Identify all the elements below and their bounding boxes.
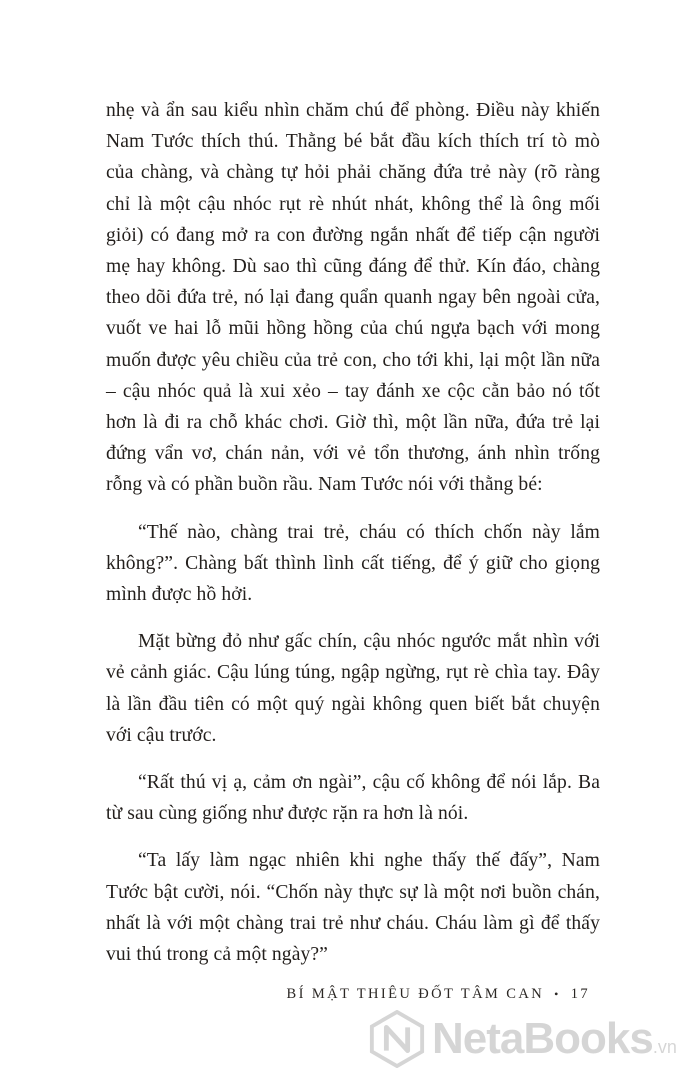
paragraph-baron-reply: “Ta lấy làm ngạc nhiên khi nghe thấy thế đấy”, Nam Tước bật cười, nói. “Chốn này thực sự là một nơi buồn chán, nhất là với một chàng trai trẻ như cháu. Cháu làm gì để thấy vui thú trong cả một ngày?” bbox=[106, 850, 600, 966]
paragraph-dialogue-question: “Thế nào, chàng trai trẻ, cháu có thích chốn này lắm không?”. Chàng bất thình lình cất tiếng, để ý giữ cho giọng mình được hồ hởi. bbox=[106, 521, 600, 606]
paragraph-boy-reply: “Rất thú vị ạ, cảm ơn ngài”, cậu cố không để nói lắp. Ba từ sau cùng giống như được rặn ra hơn là nói. bbox=[106, 772, 600, 825]
running-footer bbox=[287, 986, 590, 1003]
footer-separator: • bbox=[554, 987, 561, 1001]
page-number: 17 bbox=[570, 986, 590, 1002]
watermark-brand: NetaBooks.vn bbox=[432, 1014, 677, 1063]
paragraph-boy-reaction: Mặt bừng đỏ như gấc chín, cậu nhóc ngước mắt nhìn với vẻ cảnh giác. Cậu lúng túng, ngập ngừng, rụt rè chìa tay. Đây là lần đầu tiên có một quý ngài không quen biết bắt chuyện với cậu trước. bbox=[106, 631, 600, 746]
watermark-domain-suffix: .vn bbox=[652, 1037, 677, 1057]
netabooks-watermark bbox=[368, 1006, 698, 1072]
body-text bbox=[106, 95, 600, 970]
paragraph-continuation: nhẹ và ẩn sau kiểu nhìn chăm chú để phòng. Điều này khiến Nam Tước thích thú. Thằng bé bắt đầu kích thích trí tò mò của chàng, và chàng tự hỏi phải chăng đứa trẻ này (rõ ràng chỉ là một cậu nhóc rụt rè nhút nhát, không thể là ông mối giỏi) có đang mở ra con đường ngắn nhất để tiếp cận người mẹ hay không. Dù sao thì cũng đáng để thử. Kín đáo, chàng theo dõi đứa trẻ, nó lại đang quẩn quanh ngay bên ngoài cửa, vuốt ve hai lỗ mũi hồng hồng của chú ngựa bạch với mong muốn được yêu chiều của trẻ con, cho tới khi, lại một lần nữa – cậu nhóc quả là xui xẻo – tay đánh xe cộc cằn bảo nó tốt hơn là đi ra chỗ khác chơi. Giờ thì, một lần nữa, đứa trẻ lại đứng vẩn vơ, chán nản, với vẻ tổn thương, ánh nhìn trống rỗng và có phần buồn rầu. Nam Tước nói với thằng bé: bbox=[106, 100, 600, 496]
running-title: BÍ MẬT THIÊU ĐỐT TÂM CAN bbox=[286, 986, 545, 1002]
netabooks-n-logo-icon bbox=[368, 1010, 426, 1068]
